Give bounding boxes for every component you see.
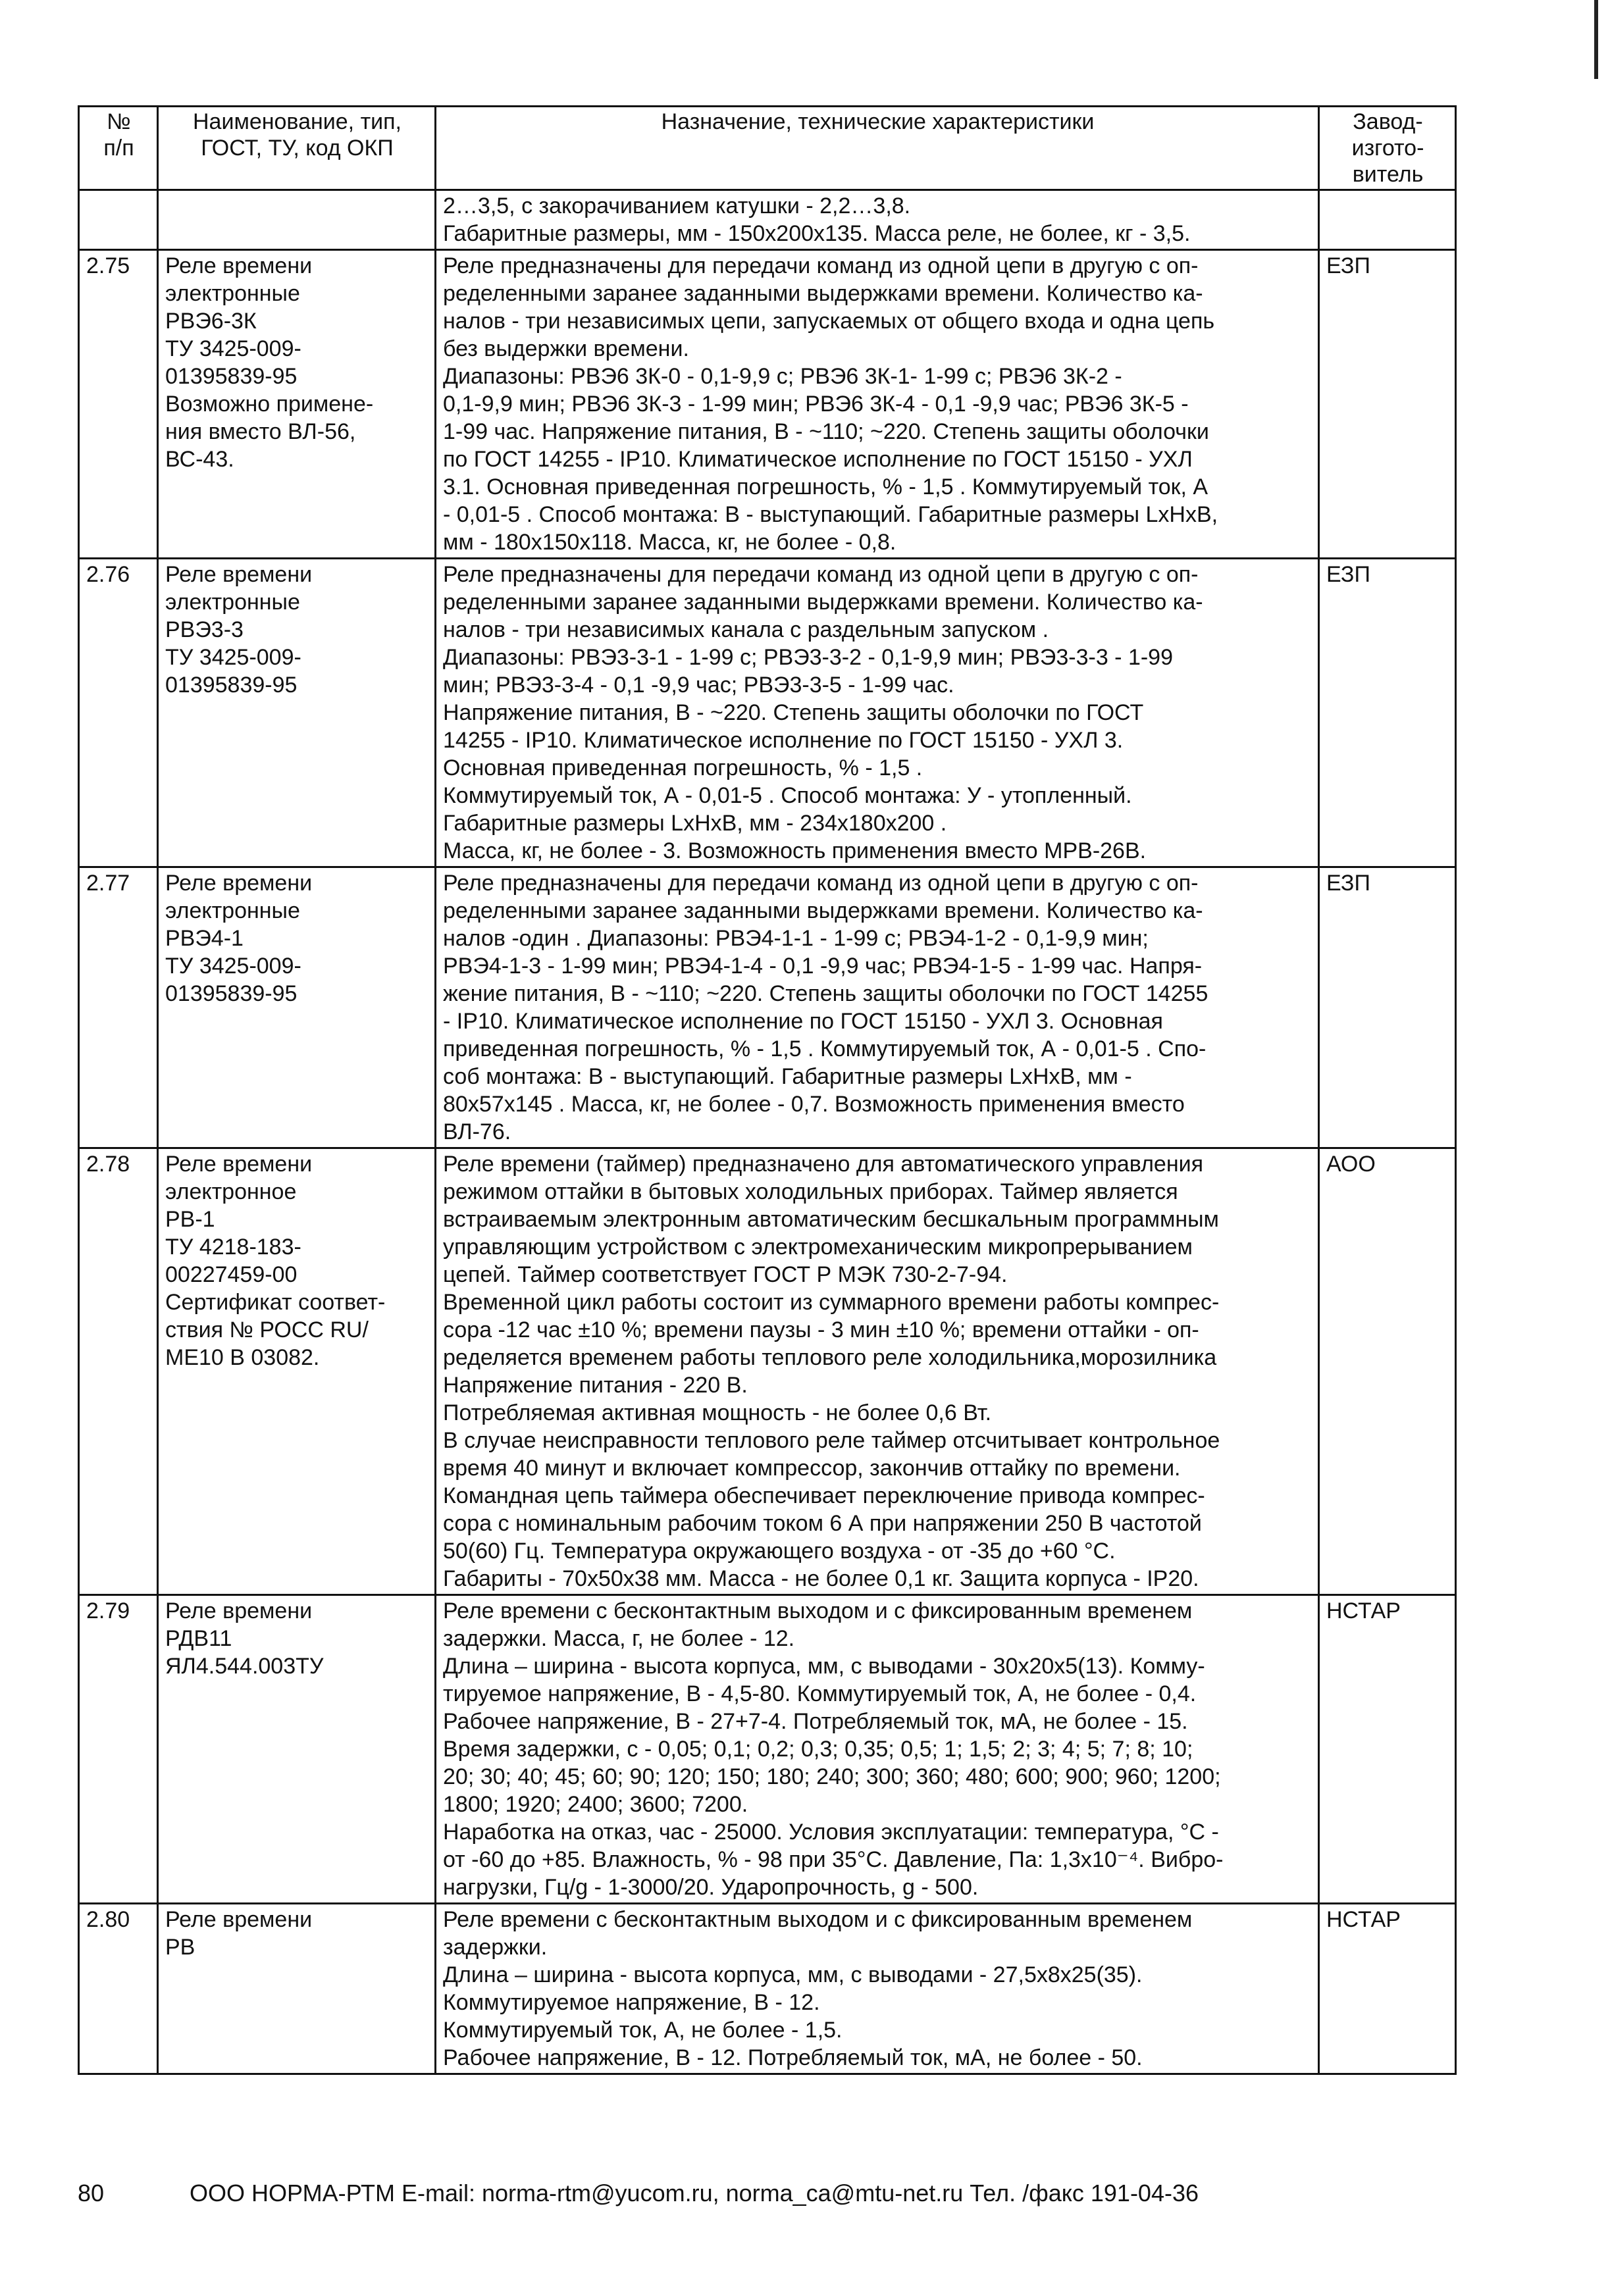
- item-description-line: Коммутируемый ток, А - 0,01-5 . Способ монтажа: У - утопленный.: [443, 783, 1132, 808]
- item-description: [436, 1595, 1319, 1904]
- item-description-line: Длина – ширина - высота корпуса, мм, с выводами - 27,5x8x25(35).: [443, 1962, 1143, 1987]
- item-description-line: Диапазоны: РВЭ6 3К-0 - 0,1-9,9 с; РВЭ6 3К-1- 1-99 с; РВЭ6 3К-2 -: [443, 364, 1122, 389]
- item-description-line: РВЭ4-1-3 - 1-99 мин; РВЭ4-1-4 - 0,1 -9,9 час; РВЭ4-1-5 - 1-99 час. Напря-: [443, 954, 1203, 979]
- table-body: [79, 190, 1456, 2074]
- item-description-line: нагрузки, Гц/g - 1-3000/20. Ударопрочность, g - 500.: [443, 1875, 979, 1900]
- item-description-line: Наработка на отказ, час - 25000. Условия эксплуатации: температура, °С -: [443, 1820, 1219, 1845]
- item-description-line: Габаритные размеры LxHxB, мм - 234x180x200 .: [443, 811, 947, 836]
- item-description-line: Габаритные размеры, мм - 150x200x135. Масса реле, не более, кг - 3,5.: [443, 221, 1191, 246]
- item-description-line: 2…3,5, с закорачиванием катушки - 2,2…3,8.: [443, 193, 911, 218]
- item-description-line: 14255 - IP10. Климатическое исполнение по ГОСТ 15150 - УХЛ 3.: [443, 728, 1124, 753]
- item-description-line: ВЛ-76.: [443, 1119, 511, 1144]
- item-name-line: Реле времени: [165, 1152, 313, 1177]
- item-description-line: Время задержки, с - 0,05; 0,1; 0,2; 0,3; 0,35; 0,5; 1; 1,5; 2; 3; 4; 5; 7; 8; 10;: [443, 1737, 1193, 1762]
- table-row: [79, 559, 1456, 867]
- item-description-line: 3.1. Основная приведенная погрешность, % - 1,5 . Коммутируемый ток, А: [443, 474, 1208, 499]
- item-name-line: 01395839-95: [165, 673, 298, 698]
- item-name-line: Возможно примене-: [165, 392, 374, 417]
- item-name: [158, 1904, 436, 2074]
- item-number: 2.80: [79, 1904, 158, 2074]
- table-row: [79, 250, 1456, 559]
- item-number: 2.77: [79, 867, 158, 1148]
- item-description: [436, 559, 1319, 867]
- item-manufacturer: ЕЗП: [1319, 250, 1456, 559]
- item-name: [158, 559, 436, 867]
- item-name-line: РВЭ6-3К: [165, 309, 257, 334]
- item-name-line: ТУ 3425-009-: [165, 954, 301, 979]
- item-name-line: 01395839-95: [165, 364, 298, 389]
- item-manufacturer: АОО: [1319, 1148, 1456, 1595]
- item-name-line: электронные: [165, 898, 300, 923]
- item-description-line: сора -12 час ±10 %; времени паузы - 3 мин ±10 %; времени оттайки - оп-: [443, 1317, 1199, 1342]
- item-name-line: электронные: [165, 590, 300, 615]
- item-manufacturer: НСТАР: [1319, 1904, 1456, 2074]
- item-name: [158, 190, 436, 250]
- item-description-line: 20; 30; 40; 45; 60; 90; 120; 150; 180; 240; 300; 360; 480; 600; 900; 960; 1200;: [443, 1764, 1221, 1789]
- relay-spec-table: [78, 105, 1457, 2075]
- item-description-line: от -60 до +85. Влажность, % - 98 при 35°С. Давление, Па: 1,3x10⁻⁴. Вибро-: [443, 1847, 1224, 1872]
- item-description-line: 1-99 час. Напряжение питания, В - ~110; ~220. Степень защиты оболочки: [443, 419, 1209, 444]
- page-footer: [78, 2180, 1455, 2207]
- item-number: 2.79: [79, 1595, 158, 1904]
- item-name: [158, 867, 436, 1148]
- item-name-line: 01395839-95: [165, 981, 298, 1006]
- item-description-line: встраиваемым электронным автоматическим бесшкальным программным: [443, 1207, 1219, 1232]
- item-description: [436, 867, 1319, 1148]
- item-description-line: налов - три независимых канала с раздельным запуском .: [443, 617, 1049, 642]
- item-name-line: ТУ 3425-009-: [165, 336, 301, 361]
- item-description-line: ределенными заранее заданными выдержками времени. Количество ка-: [443, 281, 1203, 306]
- item-number: 2.76: [79, 559, 158, 867]
- item-description-line: режимом оттайки в бытовых холодильных приборах. Таймер является: [443, 1179, 1178, 1204]
- item-name-line: Реле времени: [165, 871, 313, 896]
- item-description-line: Масса, кг, не более - 3. Возможность применения вместо МРВ-26В.: [443, 838, 1147, 863]
- item-description-line: Реле времени (таймер) предназначено для автоматического управления: [443, 1152, 1204, 1177]
- item-manufacturer: [1319, 190, 1456, 250]
- item-name-line: РВЭ4-1: [165, 926, 244, 951]
- item-number: [79, 190, 158, 250]
- item-description-line: ределяется временем работы теплового реле холодильника,морозилника: [443, 1345, 1217, 1370]
- item-name: [158, 250, 436, 559]
- item-description-line: задержки.: [443, 1935, 548, 1960]
- item-name-line: ТУ 4218-183-: [165, 1235, 301, 1260]
- item-number: 2.75: [79, 250, 158, 559]
- table-row: [79, 1904, 1456, 2074]
- item-name-line: Реле времени: [165, 253, 313, 278]
- item-description-line: без выдержки времени.: [443, 336, 689, 361]
- item-description: [436, 1904, 1319, 2074]
- item-name-line: электронное: [165, 1179, 297, 1204]
- item-description-line: сора с номинальным рабочим током 6 А при напряжении 250 В частотой: [443, 1511, 1202, 1536]
- table-row: [79, 867, 1456, 1148]
- item-description-line: 80x57x145 . Масса, кг, не более - 0,7. Возможность применения вместо: [443, 1092, 1185, 1117]
- item-number: 2.78: [79, 1148, 158, 1595]
- item-name: [158, 1148, 436, 1595]
- item-manufacturer: ЕЗП: [1319, 559, 1456, 867]
- table-header-row: [79, 107, 1456, 190]
- item-name-line: Реле времени: [165, 1598, 313, 1623]
- table-row: [79, 1148, 1456, 1595]
- item-description-line: Потребляемая активная мощность - не более 0,6 Вт.: [443, 1400, 992, 1425]
- item-description: [436, 250, 1319, 559]
- item-description-line: Реле времени с бесконтактным выходом и с фиксированным временем: [443, 1907, 1193, 1932]
- item-description-line: Реле предназначены для передачи команд из одной цепи в другую с оп-: [443, 562, 1199, 587]
- item-description-line: Габариты - 70x50x38 мм. Масса - не более 0,1 кг. Защита корпуса - IP20.: [443, 1566, 1199, 1591]
- item-name-line: ТУ 3425-009-: [165, 645, 301, 670]
- item-description-line: ределенными заранее заданными выдержками времени. Количество ка-: [443, 590, 1203, 615]
- item-description-line: налов - три независимых цепи, запускаемых от общего входа и одна цепь: [443, 309, 1215, 334]
- item-description-line: мин; РВЭ3-3-4 - 0,1 -9,9 час; РВЭ3-3-5 - 1-99 час.: [443, 673, 954, 698]
- item-name-line: РВЭ3-3: [165, 617, 244, 642]
- item-description-line: Коммутируемый ток, А, не более - 1,5.: [443, 2018, 843, 2043]
- item-description-line: задержки. Масса, г, не более - 12.: [443, 1626, 795, 1651]
- footer-contacts: ООО НОРМА-РТМ E-mail: norma-rtm@yucom.ru, norma_ca@mtu-net.ru Тел. /факс 191-04-36: [190, 2180, 1199, 2207]
- item-description-line: Диапазоны: РВЭ3-3-1 - 1-99 с; РВЭ3-3-2 - 0,1-9,9 мин; РВЭ3-3-3 - 1-99: [443, 645, 1174, 670]
- item-description-line: по ГОСТ 14255 - IP10. Климатическое исполнение по ГОСТ 15150 - УХЛ: [443, 447, 1193, 472]
- item-name-line: ния вместо ВЛ-56,: [165, 419, 356, 444]
- item-description-line: приведенная погрешность, % - 1,5 . Коммутируемый ток, А - 0,01-5 . Спо-: [443, 1036, 1207, 1061]
- item-name-line: электронные: [165, 281, 300, 306]
- item-description-line: Коммутируемое напряжение, В - 12.: [443, 1990, 820, 2015]
- item-description-line: Напряжение питания, В - ~220. Степень защиты оболочки по ГОСТ: [443, 700, 1144, 725]
- item-name-line: МЕ10 В 03082.: [165, 1345, 320, 1370]
- item-description-line: Основная приведенная погрешность, % - 1,5 .: [443, 755, 923, 780]
- catalog-page: [78, 105, 1455, 2075]
- item-manufacturer: ЕЗП: [1319, 867, 1456, 1148]
- item-description-line: цепей. Таймер соответствует ГОСТ Р МЭК 730-2-7-94.: [443, 1262, 1008, 1287]
- table-row: [79, 1595, 1456, 1904]
- item-description-line: Реле времени с бесконтактным выходом и с фиксированным временем: [443, 1598, 1193, 1623]
- item-description-line: ределенными заранее заданными выдержками времени. Количество ка-: [443, 898, 1203, 923]
- item-description-line: Временной цикл работы состоит из суммарного времени работы компрес-: [443, 1290, 1220, 1315]
- item-name-line: ВС-43.: [165, 447, 234, 472]
- item-description-line: мм - 180x150x118. Масса, кг, не более - 0,8.: [443, 530, 896, 555]
- item-description-line: Рабочее напряжение, В - 27+7-4. Потребляемый ток, мА, не более - 15.: [443, 1709, 1188, 1734]
- item-description-line: - 0,01-5 . Способ монтажа: В - выступающий. Габаритные размеры LxHxB,: [443, 502, 1218, 527]
- item-name-line: РДВ11: [165, 1626, 232, 1651]
- item-name-line: ствия № РОСС RU/: [165, 1317, 369, 1342]
- item-description: [436, 190, 1319, 250]
- table-row: [79, 190, 1456, 250]
- item-description-line: Длина – ширина - высота корпуса, мм, с выводами - 30x20x5(13). Комму-: [443, 1654, 1205, 1679]
- item-description-line: Реле предназначены для передачи команд из одной цепи в другую с оп-: [443, 871, 1199, 896]
- item-description-line: время 40 минут и включает компрессор, закончив оттайку по времени.: [443, 1456, 1181, 1481]
- item-name-line: РВ-1: [165, 1207, 215, 1232]
- item-description-line: налов -один . Диапазоны: РВЭ4-1-1 - 1-99 с; РВЭ4-1-2 - 0,1-9,9 мин;: [443, 926, 1149, 951]
- item-description-line: - IP10. Климатическое исполнение по ГОСТ 15150 - УХЛ 3. Основная: [443, 1009, 1163, 1034]
- item-description-line: 0,1-9,9 мин; РВЭ6 3К-3 - 1-99 мин; РВЭ6 3К-4 - 0,1 -9,9 час; РВЭ6 3К-5 -: [443, 392, 1189, 417]
- item-description: [436, 1148, 1319, 1595]
- item-name-line: Сертификат соответ-: [165, 1290, 386, 1315]
- item-name: [158, 1595, 436, 1904]
- item-description-line: Командная цепь таймера обеспечивает переключение привода компрес-: [443, 1483, 1205, 1508]
- item-description-line: В случае неисправности теплового реле таймер отсчитывает контрольное: [443, 1428, 1220, 1453]
- scan-edge-mark: [1594, 0, 1598, 79]
- page-number: 80: [78, 2180, 105, 2207]
- item-description-line: Реле предназначены для передачи команд из одной цепи в другую с оп-: [443, 253, 1199, 278]
- item-description-line: жение питания, В - ~110; ~220. Степень защиты оболочки по ГОСТ 14255: [443, 981, 1208, 1006]
- header-number: № п/п: [79, 107, 158, 190]
- item-name-line: ЯЛ4.544.003ТУ: [165, 1654, 324, 1679]
- item-description-line: управляющим устройством с электромеханическим микропрерыванием: [443, 1235, 1193, 1260]
- header-description: Назначение, технические характеристики: [436, 107, 1319, 190]
- item-description-line: соб монтажа: В - выступающий. Габаритные размеры LxHxB, мм -: [443, 1064, 1132, 1089]
- item-description-line: Рабочее напряжение, В - 12. Потребляемый ток, мА, не более - 50.: [443, 2045, 1143, 2070]
- item-name-line: РВ: [165, 1935, 195, 1960]
- item-description-line: Напряжение питания - 220 В.: [443, 1373, 748, 1398]
- item-manufacturer: НСТАР: [1319, 1595, 1456, 1904]
- item-name-line: 00227459-00: [165, 1262, 298, 1287]
- item-description-line: тируемое напряжение, В - 4,5-80. Коммутируемый ток, А, не более - 0,4.: [443, 1681, 1197, 1706]
- item-name-line: Реле времени: [165, 562, 313, 587]
- item-name-line: Реле времени: [165, 1907, 313, 1932]
- item-description-line: 50(60) Гц. Температура окружающего воздуха - от -35 до +60 °С.: [443, 1539, 1116, 1564]
- header-name: Наименование, тип, ГОСТ, ТУ, код ОКП: [158, 107, 436, 190]
- header-manufacturer: Завод- изгото- витель: [1319, 107, 1456, 190]
- item-description-line: 1800; 1920; 2400; 3600; 7200.: [443, 1792, 748, 1817]
